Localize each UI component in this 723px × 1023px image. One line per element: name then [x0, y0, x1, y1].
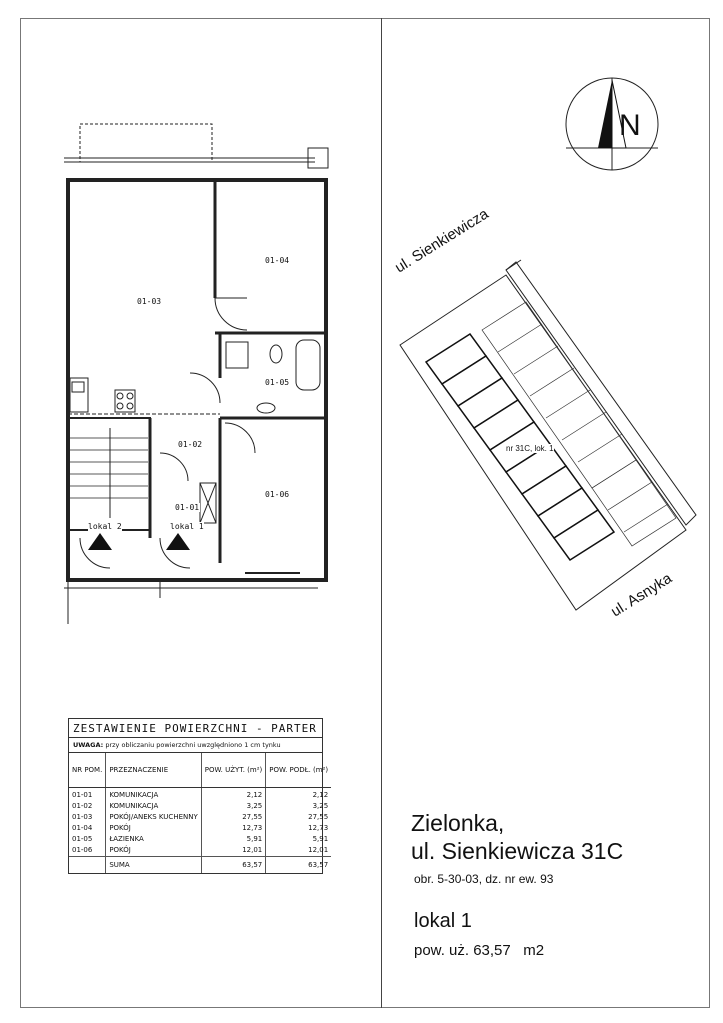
cell-usable: 12,73 — [201, 823, 265, 834]
area-table — [68, 718, 329, 874]
table-row — [69, 823, 331, 834]
floor-plan — [60, 118, 350, 628]
table-row — [69, 834, 331, 845]
cell-floor: 5,91 — [312, 835, 329, 843]
sink — [72, 382, 84, 392]
cell-usable: 2,12 — [201, 788, 265, 802]
unit-name: lokal 1 — [414, 910, 472, 932]
kitchen-counter — [70, 378, 88, 412]
cell-usable: 27,55 — [201, 812, 265, 823]
note-bold: UWAGA: — [73, 741, 104, 749]
cell-usable: 3,25 — [201, 801, 265, 812]
table-row — [69, 812, 331, 823]
cell-usable: 5,91 — [201, 834, 265, 845]
table-row — [69, 788, 331, 802]
cell-purpose: KOMUNIKACJA — [106, 801, 201, 812]
cell-nr: 01-01 — [69, 788, 106, 802]
cell-purpose: ŁAZIENKA — [106, 834, 201, 845]
table-row — [69, 845, 331, 857]
table-title: ZESTAWIENIE POWIERZCHNI - PARTER — [69, 719, 322, 738]
cell-floor: 2,12 — [312, 791, 329, 799]
cell-sum-label: SUMA — [106, 857, 201, 874]
address-street: ul. Sienkiewicza 31C — [411, 838, 624, 864]
address-city: Zielonka, — [411, 810, 505, 836]
compass-letter: N — [619, 109, 641, 142]
north-arrow — [564, 76, 660, 172]
cell-nr: 01-05 — [69, 834, 106, 845]
header-purpose: PRZEZNACZENIE — [106, 753, 201, 788]
street-label: ul. Sienkiewicza — [392, 205, 492, 277]
room-label: 01-06 — [265, 490, 290, 499]
cell-purpose: POKÓJ — [106, 845, 201, 857]
door-arc-bedroom2 — [225, 423, 255, 453]
cell-purpose: KOMUNIKACJA — [106, 788, 201, 802]
header-nr: NR POM. — [69, 753, 106, 788]
unit-area: pow. uż. 63,57 m2 — [414, 942, 545, 959]
building-label: nr 31C, lok. 1 — [506, 444, 554, 453]
shower — [226, 342, 248, 368]
cell-purpose: POKÓJ/ANEKS KUCHENNY — [106, 812, 201, 823]
entry-arrow-1 — [166, 533, 190, 550]
room-label: 01-03 — [137, 297, 162, 306]
header-usable: POW. UŻYT. (m²) — [201, 753, 265, 788]
room-label: 01-01 — [175, 503, 200, 512]
room-label: 01-04 — [265, 256, 290, 265]
cell-usable: 12,01 — [201, 845, 265, 857]
entry-label: lokal 2 — [88, 522, 122, 531]
cell-floor: 3,25 — [312, 802, 329, 810]
door-arc-hall — [160, 453, 188, 481]
cell-purpose: POKÓJ — [106, 823, 201, 834]
table-row — [69, 801, 331, 812]
cell-nr: 01-04 — [69, 823, 106, 834]
address-parcel: obr. 5-30-03, dz. nr ew. 93 — [414, 872, 554, 886]
terrace-outline — [80, 124, 212, 162]
area-grid — [69, 753, 331, 873]
cell-floor: 27,55 — [308, 813, 329, 821]
table-sum-row — [69, 857, 331, 874]
table-note — [69, 738, 322, 753]
cell-nr: 01-03 — [69, 812, 106, 823]
bathtub — [296, 340, 320, 390]
cell-nr: 01-06 — [69, 845, 106, 857]
cell-floor: 12,01 — [308, 846, 329, 854]
entry-label: lokal 1 — [170, 522, 204, 531]
cell-sum-usable: 63,57 — [201, 857, 265, 874]
cell-sum-floor: 63,57 — [266, 857, 331, 874]
cell-empty — [69, 857, 106, 874]
sheet-divider — [381, 18, 382, 1008]
cell-nr: 01-02 — [69, 801, 106, 812]
header-floor: POW. PODŁ. (m²) — [266, 753, 331, 788]
toilet — [270, 345, 282, 363]
cell-floor: 12,73 — [308, 824, 329, 832]
door-arc-bedroom — [215, 298, 247, 330]
washbasin — [257, 403, 275, 413]
door-arc-bath — [190, 373, 220, 403]
room-label: 01-02 — [178, 440, 203, 449]
entry-arrow-2 — [88, 533, 112, 550]
street-label: ul. Asnyka — [608, 569, 675, 621]
room-label: 01-05 — [265, 378, 290, 387]
note-text: przy obliczaniu powierzchni uwzględniono 1 cm tynku — [103, 741, 281, 749]
